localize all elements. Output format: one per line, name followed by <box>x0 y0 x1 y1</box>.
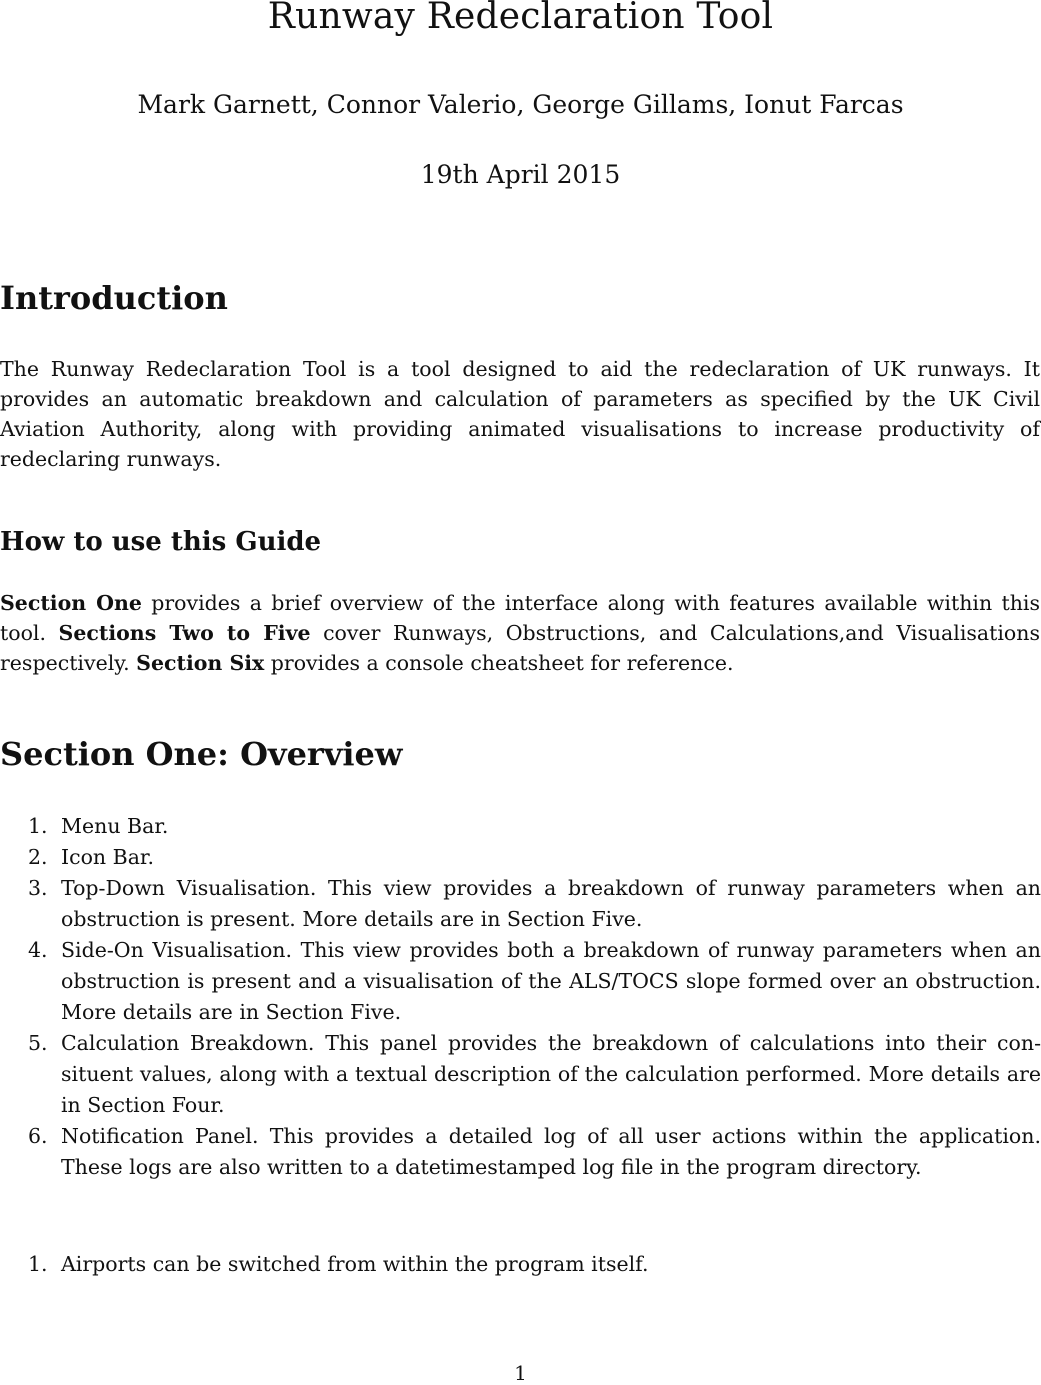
introduction-heading: Introduction <box>0 279 228 317</box>
list-item-number: 5. <box>28 1031 48 1055</box>
list-item <box>0 935 1041 1028</box>
section-one-desc: provides a brief overview of the interface along with features available within this tool. <box>0 591 1041 645</box>
list-item <box>0 1121 1041 1183</box>
page-number: 1 <box>514 1361 527 1385</box>
list-item-number: 2. <box>28 845 48 869</box>
document-date: 19th April 2015 <box>420 160 621 189</box>
airports-list <box>0 1249 1041 1280</box>
guide-paragraph <box>0 588 1040 678</box>
section-six-ref: Section Six <box>136 651 265 675</box>
list-item-number: 6. <box>28 1124 48 1148</box>
document-title: Runway Redeclaration Tool <box>267 0 774 37</box>
list-item-number: 1. <box>28 1252 48 1276</box>
document-authors: Mark Garnett, Connor Valerio, George Gillams, Ionut Farcas <box>137 90 904 119</box>
section-six-desc: provides a console cheatsheet for reference. <box>264 651 734 675</box>
list-item <box>0 842 1041 873</box>
list-item-text: Side-On Visualisation. This view provides both a breakdown of runway parameters when an obstruction is present and a visualisation of the ALS/TOCS slope formed over an obstruction. More details are in Section Five. <box>61 938 1041 1024</box>
sections-two-five-ref: Sections Two to Five <box>58 621 311 645</box>
guide-heading: How to use this Guide <box>0 527 322 557</box>
list-item-text: Calculation Breakdown. This panel provides the breakdown of calculations into their consituent values, along with a textual description of the calculation performed. More details are in Section Four. <box>61 1031 1041 1117</box>
list-item-number: 3. <box>28 876 48 900</box>
list-item-text: Menu Bar. <box>61 814 169 838</box>
list-item-text: Top-Down Visualisation. This view provides a breakdown of runway parameters when an obstruction is present. More details are in Section Five. <box>61 876 1041 931</box>
list-item-number: 4. <box>28 938 48 962</box>
section-one-ref: Section One <box>0 591 142 615</box>
introduction-paragraph: The Runway Redeclaration Tool is a tool designed to aid the redeclaration of UK runways. It provides an automatic breakdown and calculation of parameters as specified by the UK Civil Aviation Authority, along with providing animated visualisations to increase productivity of redeclaring runways. <box>0 357 1040 471</box>
list-item <box>0 873 1041 935</box>
overview-list <box>0 811 1041 1183</box>
list-item <box>0 811 1041 842</box>
list-item <box>0 1028 1041 1121</box>
list-item <box>0 1249 1041 1280</box>
list-item-text: Notification Panel. This provides a detailed log of all user actions within the application. These logs are also written to a datetimestamped log file in the program directory. <box>61 1124 1041 1179</box>
list-item-text: Airports can be switched from within the program itself. <box>61 1252 649 1276</box>
section-one-heading: Section One: Overview <box>0 735 403 773</box>
list-item-text: Icon Bar. <box>61 845 154 869</box>
sections-two-five-desc: cover Runways, Obstructions, and Calculations,and Visualisations respectively. <box>0 621 1040 675</box>
list-item-number: 1. <box>28 814 48 838</box>
